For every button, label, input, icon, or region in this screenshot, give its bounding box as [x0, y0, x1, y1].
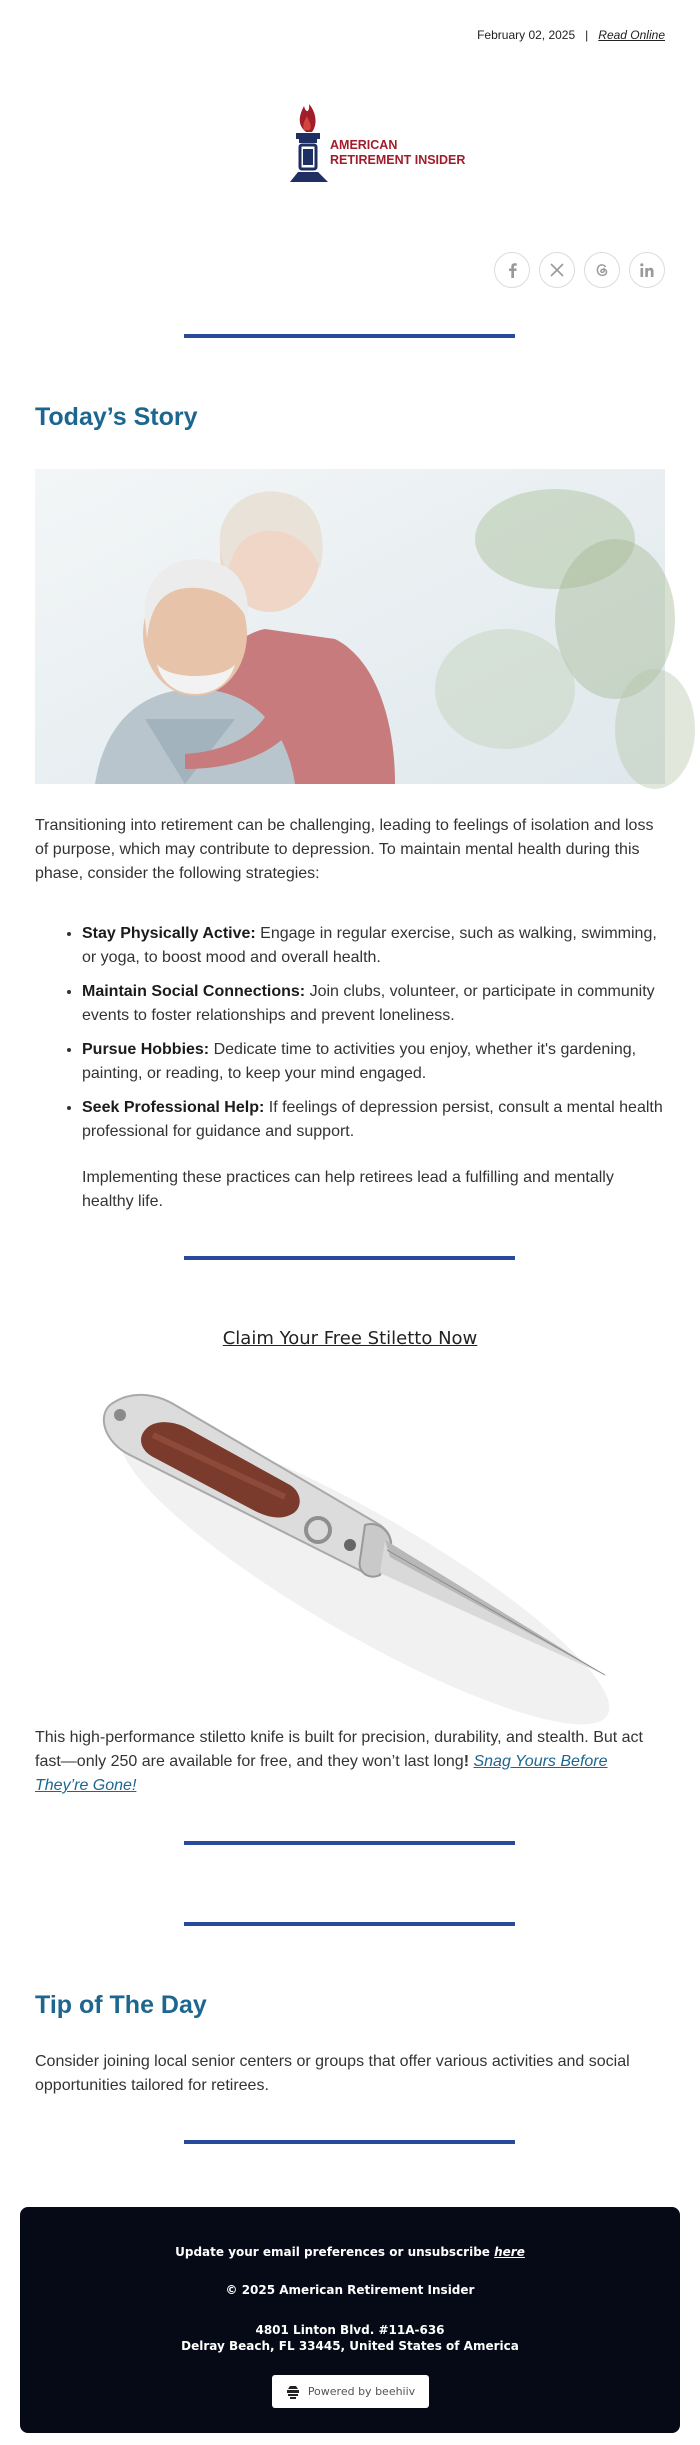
story-closing: Implementing these practices can help retirees lead a fulfilling and mentally healthy life.	[82, 1169, 614, 1210]
strategy-text: If feelings of depression persist, consult a mental health professional for guidance and support.	[82, 1099, 663, 1140]
list-item	[82, 1038, 665, 1086]
powered-by-label: Powered by beehiiv	[307, 2385, 416, 2398]
divider	[184, 2140, 515, 2144]
footer-address-line2: Delray Beach, FL 33445, United States of America	[181, 2339, 519, 2353]
tip-heading: Tip of The Day	[35, 1991, 207, 2019]
brand-logo[interactable]	[282, 102, 466, 188]
threads-link[interactable]	[584, 252, 620, 288]
strategy-text: Engage in regular exercise, such as walking, swimming, or yoga, to boost mood and overall health.	[82, 925, 657, 966]
promo-body-bang: !	[463, 1753, 470, 1770]
logo-text-line2: RETIREMENT INSIDER	[330, 153, 466, 167]
strategy-text: Join clubs, volunteer, or participate in community events to foster relationships and prevent loneliness.	[82, 983, 655, 1024]
linkedin-icon	[639, 262, 655, 278]
strategy-text: Dedicate time to activities you enjoy, whether it's gardening, painting, or reading, to keep your mind engaged.	[82, 1041, 637, 1082]
divider	[184, 334, 515, 338]
facebook-icon	[505, 262, 519, 278]
footer-preferences	[20, 2245, 680, 2259]
unsubscribe-link[interactable]: here	[494, 2245, 525, 2259]
strategies-list	[35, 922, 665, 1154]
hero-image-senior-couple	[35, 469, 665, 784]
issue-date: February 02, 2025	[477, 28, 576, 42]
read-online-link[interactable]: Read Online	[598, 28, 665, 42]
linkedin-link[interactable]	[629, 252, 665, 288]
logo-text-line1: AMERICAN	[330, 138, 398, 152]
story-intro: Transitioning into retirement can be challenging, leading to feelings of isolation and loss of purpose, which may contribute to depression. To maintain mental health during this phase, consider the following strategies:	[35, 817, 654, 882]
footer-pref-text: Update your email preferences or unsubscribe	[175, 2245, 495, 2259]
x-icon	[550, 263, 564, 277]
divider	[184, 1922, 515, 1926]
stiletto-knife-image[interactable]	[35, 1375, 665, 1705]
snag-yours-link[interactable]: Snag Yours Before They’re Gone!	[35, 1753, 608, 1794]
header-separator: |	[585, 28, 589, 42]
footer-address	[20, 2322, 680, 2354]
powered-by-beehiiv-button[interactable]	[272, 2375, 429, 2408]
footer	[20, 2207, 680, 2433]
promo-body-text: This high-performance stiletto knife is built for precision, durability, and stealth. But act fast—only 250 are available for free, and they won’t last long	[35, 1729, 643, 1770]
tip-text: Consider joining local senior centers or groups that offer various activities and social opportunities tailored for retirees.	[35, 2053, 630, 2094]
x-link[interactable]	[539, 252, 575, 288]
threads-icon	[594, 262, 610, 278]
list-item	[82, 980, 665, 1028]
divider	[184, 1256, 515, 1260]
list-item	[82, 922, 665, 970]
strategy-title: Stay Physically Active:	[82, 925, 256, 942]
list-item	[82, 1096, 665, 1144]
header-bar	[477, 28, 665, 42]
social-links	[494, 252, 665, 288]
beehiiv-icon	[286, 2385, 300, 2399]
promo-body	[35, 1726, 665, 1798]
footer-address-line1: 4801 Linton Blvd. #11A-636	[255, 2323, 445, 2337]
facebook-link[interactable]	[494, 252, 530, 288]
footer-copyright: © 2025 American Retirement Insider	[225, 2283, 475, 2297]
strategy-title: Seek Professional Help:	[82, 1099, 265, 1116]
strategy-title: Pursue Hobbies:	[82, 1041, 210, 1058]
divider	[184, 1841, 515, 1845]
story-heading: Today’s Story	[35, 403, 198, 431]
strategy-title: Maintain Social Connections:	[82, 983, 306, 1000]
claim-stiletto-link[interactable]: Claim Your Free Stiletto Now	[222, 1328, 478, 1349]
